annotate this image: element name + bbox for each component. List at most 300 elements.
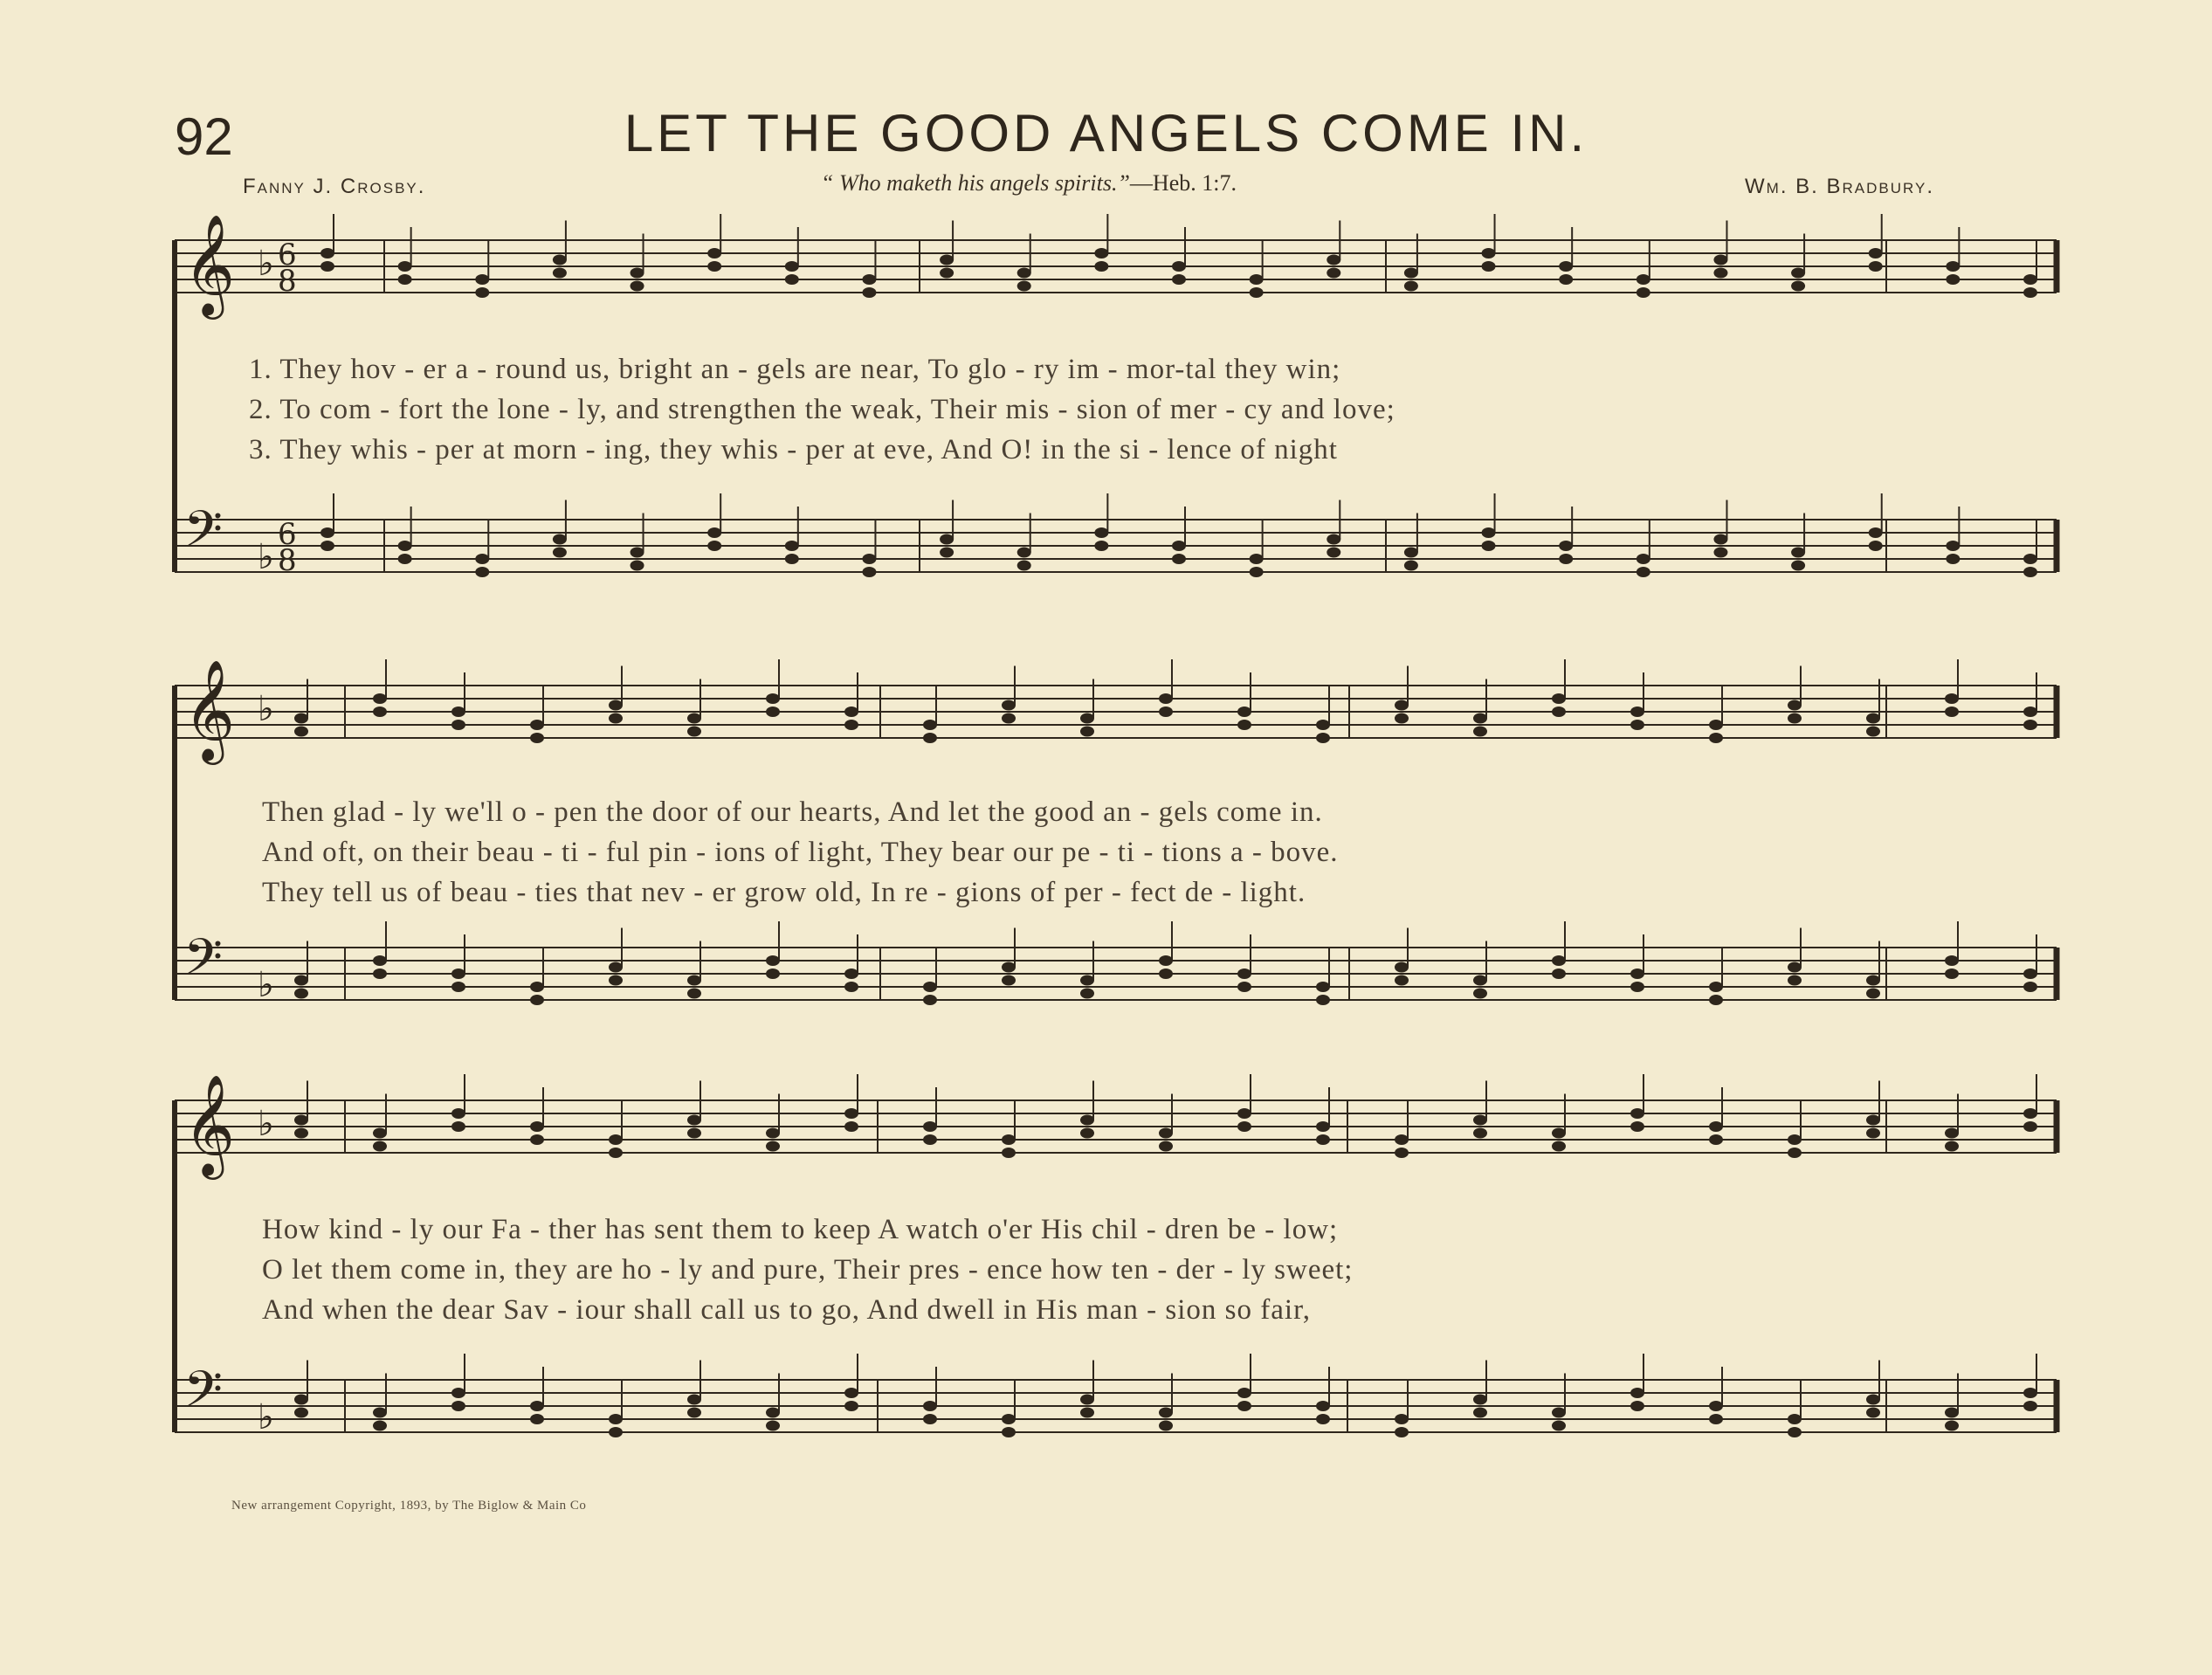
note-head xyxy=(844,1121,858,1132)
note-head xyxy=(451,1401,465,1411)
note-head xyxy=(1945,707,1959,717)
treble-clef-icon: 𝄞 xyxy=(183,658,236,761)
note-head xyxy=(1316,995,1330,1005)
note-head xyxy=(1630,1121,1644,1132)
note-head xyxy=(1237,982,1251,992)
note-head xyxy=(1316,1134,1330,1145)
time-signature-top: 6 xyxy=(278,238,297,272)
lyric-s2-v1: Then glad - ly we'll o - pen the door of our hearts, And let the good an - gels come in. xyxy=(262,796,1323,828)
note-head xyxy=(398,541,412,551)
note-head xyxy=(1473,727,1487,737)
note-head xyxy=(553,268,567,279)
note-head xyxy=(1709,733,1723,743)
note-head xyxy=(294,975,308,986)
note-head xyxy=(940,548,954,558)
note-head xyxy=(1630,1108,1644,1119)
note-head xyxy=(1395,700,1409,711)
note-head xyxy=(1945,1128,1959,1139)
note-head xyxy=(707,541,721,551)
note-head xyxy=(844,1388,858,1398)
note-head xyxy=(373,1128,387,1139)
note-head xyxy=(1473,1408,1487,1418)
note-head xyxy=(530,1401,544,1411)
note-head xyxy=(687,1408,701,1418)
note-head xyxy=(923,1134,937,1145)
note-head xyxy=(785,554,799,564)
note-head xyxy=(373,693,387,704)
note-head xyxy=(1473,989,1487,999)
note-head xyxy=(1250,554,1264,564)
note-head xyxy=(1395,713,1409,724)
note-head xyxy=(1017,548,1031,558)
note-head xyxy=(1630,1388,1644,1398)
note-head xyxy=(1945,955,1959,966)
note-head xyxy=(1002,975,1016,986)
treble-clef-icon: 𝄞 xyxy=(183,213,236,315)
note-head xyxy=(475,287,489,298)
note-head xyxy=(609,1414,623,1424)
composer-credit: Wm. B. Bradbury. xyxy=(1745,175,1934,198)
note-head xyxy=(766,693,780,704)
note-head xyxy=(294,727,308,737)
note-head xyxy=(1172,274,1186,285)
note-head xyxy=(1237,720,1251,730)
note-head xyxy=(707,261,721,272)
note-head xyxy=(1159,1408,1173,1418)
note-head xyxy=(844,968,858,979)
note-head xyxy=(940,255,954,265)
lyric-s2-v2: And oft, on their beau - ti - ful pin - ions of light, They bear our pe - ti - tions a - bove. xyxy=(262,837,1339,868)
note-head xyxy=(1002,1148,1016,1158)
note-head xyxy=(530,1414,544,1424)
note-head xyxy=(844,1401,858,1411)
note-head xyxy=(2023,1388,2037,1398)
note-head xyxy=(1017,268,1031,279)
note-head xyxy=(1237,707,1251,717)
note-head xyxy=(1017,281,1031,292)
note-head xyxy=(609,962,623,973)
note-head xyxy=(451,1388,465,1398)
note-head xyxy=(1866,727,1880,737)
note-head xyxy=(923,982,937,992)
note-head xyxy=(1473,975,1487,986)
note-head xyxy=(923,720,937,730)
note-head xyxy=(1002,713,1016,724)
note-head xyxy=(1946,554,1960,564)
lyric-s3-v1: How kind - ly our Fa - ther has sent them to keep A watch o'er His chil - dren be - low; xyxy=(262,1214,1339,1245)
note-head xyxy=(1080,1408,1094,1418)
author-credit: Fanny J. Crosby. xyxy=(243,175,426,198)
note-head xyxy=(1945,968,1959,979)
note-head xyxy=(844,1108,858,1119)
note-head xyxy=(1172,541,1186,551)
note-head xyxy=(475,274,489,285)
note-head xyxy=(1395,1414,1409,1424)
note-head xyxy=(1080,1128,1094,1139)
lyric-s1-v2: 2. To com - fort the lone - ly, and strengthen the weak, Their mis - sion of mer - cy and love; xyxy=(249,394,1395,425)
note-head xyxy=(530,982,544,992)
note-head xyxy=(1316,1121,1330,1132)
note-head xyxy=(373,955,387,966)
note-head xyxy=(373,1141,387,1152)
note-head xyxy=(609,1148,623,1158)
note-head xyxy=(1552,1421,1566,1431)
note-head xyxy=(1946,541,1960,551)
note-head xyxy=(609,975,623,986)
note-head xyxy=(1945,1141,1959,1152)
note-head xyxy=(631,561,644,571)
note-head xyxy=(785,274,799,285)
note-head xyxy=(373,1421,387,1431)
note-head xyxy=(1482,527,1496,538)
note-head xyxy=(1866,1395,1880,1405)
note-head xyxy=(766,968,780,979)
note-head xyxy=(1159,1141,1173,1152)
note-head xyxy=(1159,1421,1173,1431)
note-head xyxy=(1080,727,1094,737)
treble-clef-icon: 𝄞 xyxy=(183,1073,236,1175)
flat-icon: ♭ xyxy=(258,965,274,1005)
note-head xyxy=(2023,707,2037,717)
note-head xyxy=(923,1121,937,1132)
time-signature-bottom: 8 xyxy=(278,543,297,578)
note-head xyxy=(1788,1148,1802,1158)
note-head xyxy=(1250,274,1264,285)
note-head xyxy=(1630,720,1644,730)
note-head xyxy=(1237,1401,1251,1411)
note-head xyxy=(609,700,623,711)
time-signature-bottom: 8 xyxy=(278,264,297,299)
note-head xyxy=(373,1408,387,1418)
note-head xyxy=(1630,968,1644,979)
note-head xyxy=(294,713,308,724)
note-head xyxy=(373,707,387,717)
note-head xyxy=(687,727,701,737)
note-head xyxy=(2023,1108,2037,1119)
note-head xyxy=(530,1121,544,1132)
note-head xyxy=(687,1128,701,1139)
note-head xyxy=(451,707,465,717)
note-head xyxy=(923,1401,937,1411)
note-head xyxy=(1866,989,1880,999)
note-head xyxy=(1552,693,1566,704)
note-head xyxy=(1637,567,1650,577)
note-head xyxy=(451,720,465,730)
note-head xyxy=(398,261,412,272)
note-head xyxy=(2023,287,2037,298)
note-head xyxy=(1788,1414,1802,1424)
note-head xyxy=(1237,1388,1251,1398)
lyric-s2-v3: They tell us of beau - ties that nev - er grow old, In re - gions of per - fect de - light. xyxy=(262,877,1306,908)
note-head xyxy=(1866,1128,1880,1139)
note-head xyxy=(687,1395,701,1405)
note-head xyxy=(1482,248,1496,258)
note-head xyxy=(451,1121,465,1132)
note-head xyxy=(2023,274,2037,285)
note-head xyxy=(373,968,387,979)
note-head xyxy=(553,534,567,545)
note-head xyxy=(1327,255,1340,265)
note-head xyxy=(1159,1128,1173,1139)
note-head xyxy=(844,982,858,992)
note-head xyxy=(862,567,876,577)
note-head xyxy=(1327,268,1340,279)
flat-icon: ♭ xyxy=(258,1104,274,1144)
note-head xyxy=(923,995,937,1005)
note-head xyxy=(631,281,644,292)
note-head xyxy=(1637,287,1650,298)
note-head xyxy=(609,713,623,724)
note-head xyxy=(1002,700,1016,711)
note-head xyxy=(1237,1121,1251,1132)
note-head xyxy=(707,248,721,258)
lyric-s1-v3: 3. They whis - per at morn - ing, they whis - per at eve, And O! in the si - lence of night xyxy=(249,434,1338,465)
note-head xyxy=(1709,1401,1723,1411)
note-head xyxy=(1866,713,1880,724)
note-head xyxy=(1552,955,1566,966)
note-head xyxy=(1159,693,1173,704)
note-head xyxy=(1080,1115,1094,1126)
note-head xyxy=(1404,268,1418,279)
note-head xyxy=(1713,255,1727,265)
note-head xyxy=(1637,554,1650,564)
note-head xyxy=(844,707,858,717)
note-head xyxy=(1316,1401,1330,1411)
note-head xyxy=(1080,1395,1094,1405)
note-head xyxy=(530,733,544,743)
note-head xyxy=(766,707,780,717)
note-head xyxy=(1080,989,1094,999)
note-head xyxy=(1316,720,1330,730)
note-head xyxy=(1482,261,1496,272)
note-head xyxy=(1945,693,1959,704)
note-head xyxy=(1552,707,1566,717)
note-head xyxy=(1327,548,1340,558)
note-head xyxy=(1788,1427,1802,1437)
note-head xyxy=(1869,527,1883,538)
lyric-s3-v3: And when the dear Sav - iour shall call us to go, And dwell in His man - sion so fair, xyxy=(262,1294,1311,1326)
note-head xyxy=(1713,268,1727,279)
bass-clef-icon: 𝄢 xyxy=(183,927,224,999)
note-head xyxy=(687,713,701,724)
bass-clef-icon: 𝄢 xyxy=(183,500,224,571)
note-head xyxy=(1002,1414,1016,1424)
note-head xyxy=(1559,274,1573,285)
note-head xyxy=(1250,287,1264,298)
note-head xyxy=(530,995,544,1005)
note-head xyxy=(1709,995,1723,1005)
note-head xyxy=(687,1115,701,1126)
note-head xyxy=(1172,554,1186,564)
note-head xyxy=(1395,975,1409,986)
note-head xyxy=(1094,527,1108,538)
note-head xyxy=(1713,548,1727,558)
note-head xyxy=(294,989,308,999)
note-head xyxy=(294,1395,308,1405)
note-head xyxy=(1237,1108,1251,1119)
note-head xyxy=(1159,955,1173,966)
note-head xyxy=(844,720,858,730)
note-head xyxy=(1637,274,1650,285)
note-head xyxy=(1094,261,1108,272)
note-head xyxy=(1709,1121,1723,1132)
note-head xyxy=(766,1141,780,1152)
note-head xyxy=(923,1414,937,1424)
note-head xyxy=(1559,261,1573,272)
note-head xyxy=(1946,274,1960,285)
note-head xyxy=(1791,561,1805,571)
flat-icon: ♭ xyxy=(258,1397,274,1437)
note-head xyxy=(1866,1115,1880,1126)
flat-icon: ♭ xyxy=(258,537,274,577)
note-head xyxy=(475,554,489,564)
note-head xyxy=(1552,1141,1566,1152)
note-head xyxy=(1788,1134,1802,1145)
note-head xyxy=(1791,268,1805,279)
note-head xyxy=(1559,541,1573,551)
note-head xyxy=(1791,548,1805,558)
note-head xyxy=(1869,248,1883,258)
note-head xyxy=(1473,1115,1487,1126)
note-head xyxy=(687,989,701,999)
note-head xyxy=(1788,713,1802,724)
note-head xyxy=(1869,261,1883,272)
note-head xyxy=(1159,707,1173,717)
note-head xyxy=(1316,982,1330,992)
note-head xyxy=(1395,962,1409,973)
note-head xyxy=(1709,1134,1723,1145)
note-head xyxy=(1316,1414,1330,1424)
note-head xyxy=(1552,968,1566,979)
note-head xyxy=(1473,1128,1487,1139)
note-head xyxy=(1559,554,1573,564)
note-head xyxy=(707,527,721,538)
note-head xyxy=(766,1421,780,1431)
note-head xyxy=(294,1128,308,1139)
note-head xyxy=(1866,975,1880,986)
note-head xyxy=(766,1128,780,1139)
note-head xyxy=(631,548,644,558)
note-head xyxy=(2023,1401,2037,1411)
note-head xyxy=(1630,982,1644,992)
note-head xyxy=(1250,567,1264,577)
note-head xyxy=(1404,548,1418,558)
note-head xyxy=(2023,720,2037,730)
note-head xyxy=(1791,281,1805,292)
note-head xyxy=(1869,541,1883,551)
note-head xyxy=(1473,713,1487,724)
bass-clef-icon: 𝄢 xyxy=(183,1360,224,1431)
note-head xyxy=(1788,700,1802,711)
note-head xyxy=(766,955,780,966)
note-head xyxy=(1552,1128,1566,1139)
note-head xyxy=(320,541,334,551)
note-head xyxy=(785,541,799,551)
flat-icon: ♭ xyxy=(258,244,274,284)
note-head xyxy=(1327,534,1340,545)
note-head xyxy=(1080,713,1094,724)
note-head xyxy=(1713,534,1727,545)
note-head xyxy=(553,548,567,558)
note-head xyxy=(687,975,701,986)
note-head xyxy=(2023,567,2037,577)
note-head xyxy=(1788,975,1802,986)
note-head xyxy=(862,287,876,298)
note-head xyxy=(1709,720,1723,730)
note-head xyxy=(1237,968,1251,979)
note-head xyxy=(1788,962,1802,973)
note-head xyxy=(553,255,567,265)
note-head xyxy=(2023,1121,2037,1132)
note-head xyxy=(2023,554,2037,564)
note-head xyxy=(1404,281,1418,292)
epigraph-quote: “ Who maketh his angels spirits.” xyxy=(821,170,1130,196)
note-head xyxy=(451,982,465,992)
page-number: 92 xyxy=(175,107,233,166)
note-head xyxy=(2023,968,2037,979)
note-head xyxy=(1395,1134,1409,1145)
note-head xyxy=(1172,261,1186,272)
note-head xyxy=(475,567,489,577)
note-head xyxy=(1945,1408,1959,1418)
note-head xyxy=(766,1408,780,1418)
note-head xyxy=(320,248,334,258)
note-head xyxy=(1552,1408,1566,1418)
note-head xyxy=(1473,1395,1487,1405)
epigraph-reference: —Heb. 1:7. xyxy=(1129,170,1237,196)
note-head xyxy=(940,268,954,279)
lyric-s3-v2: O let them come in, they are ho - ly and pure, Their pres - ence how ten - der - ly sweet; xyxy=(262,1254,1354,1286)
note-head xyxy=(398,554,412,564)
note-head xyxy=(1002,1134,1016,1145)
note-head xyxy=(1316,733,1330,743)
note-head xyxy=(1630,707,1644,717)
copyright-notice: New arrangement Copyright, 1893, by The Biglow & Main Co xyxy=(231,1499,587,1513)
note-head xyxy=(1630,1401,1644,1411)
note-head xyxy=(631,268,644,279)
note-head xyxy=(1709,1414,1723,1424)
note-head xyxy=(1709,982,1723,992)
note-head xyxy=(1945,1421,1959,1431)
note-head xyxy=(451,968,465,979)
note-head xyxy=(1946,261,1960,272)
note-head xyxy=(2023,982,2037,992)
note-head xyxy=(923,733,937,743)
note-head xyxy=(1404,561,1418,571)
lyric-s1-v1: 1. They hov - er a - round us, bright an - gels are near, To glo - ry im - mor-tal they win; xyxy=(249,354,1341,385)
note-head xyxy=(1395,1148,1409,1158)
note-head xyxy=(862,554,876,564)
note-head xyxy=(294,1408,308,1418)
note-head xyxy=(1159,968,1173,979)
note-head xyxy=(862,274,876,285)
note-head xyxy=(1094,541,1108,551)
note-head xyxy=(609,1427,623,1437)
note-head xyxy=(1094,248,1108,258)
note-head xyxy=(1482,541,1496,551)
note-head xyxy=(1017,561,1031,571)
note-head xyxy=(1002,962,1016,973)
note-head xyxy=(320,527,334,538)
note-head xyxy=(320,261,334,272)
note-head xyxy=(609,1134,623,1145)
note-head xyxy=(398,274,412,285)
note-head xyxy=(1866,1408,1880,1418)
note-head xyxy=(785,261,799,272)
note-head xyxy=(940,534,954,545)
note-head xyxy=(451,1108,465,1119)
note-head xyxy=(530,720,544,730)
